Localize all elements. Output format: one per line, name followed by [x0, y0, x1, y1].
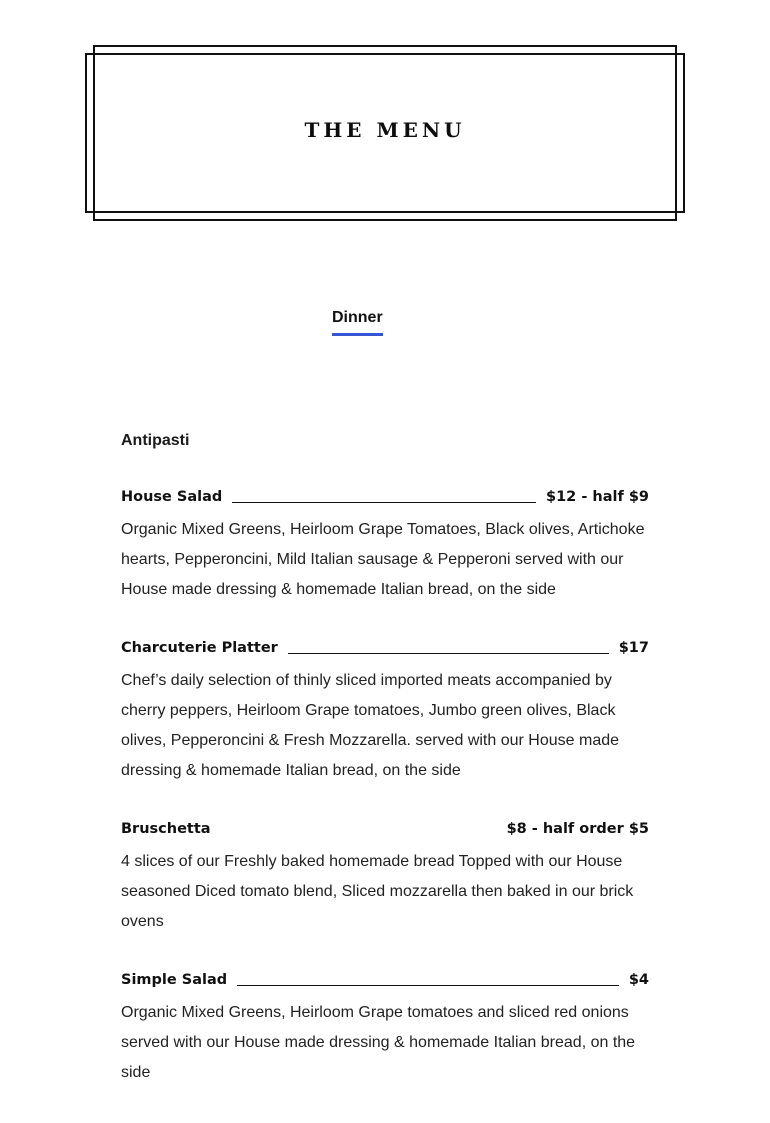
item-description: Chef’s daily selection of thinly sliced imported meats accompanied by cherry peppers, Heirloom Grape tomatoes, Jumbo green olives, Black olives, Pepperoncini & Fresh Mozzarella. served with our House made dressing & homemade Italian bread, on the side [121, 672, 620, 779]
menu-item-header [121, 815, 649, 837]
menu-item [121, 815, 649, 937]
tab-dinner[interactable]: Dinner [332, 309, 383, 336]
menu-item-header [121, 483, 649, 505]
item-price: $17 [618, 640, 649, 656]
leader-line [237, 984, 619, 986]
menu-item-header [121, 634, 649, 656]
menu-item [121, 483, 649, 605]
tab-bar [332, 309, 383, 336]
menu-item [121, 966, 649, 1088]
item-description: Organic Mixed Greens, Heirloom Grape tomatoes and sliced red onions served with our House made dressing & homemade Italian bread, on the side [121, 1004, 636, 1081]
item-name: Charcuterie Platter [121, 640, 278, 656]
item-price: $4 [628, 972, 649, 988]
item-price: $12 - half $9 [546, 489, 649, 505]
section-title: Antipasti [121, 432, 190, 449]
item-name: Bruschetta [121, 821, 211, 837]
item-name: House Salad [121, 489, 223, 505]
item-name: Simple Salad [121, 972, 228, 988]
menu-item [121, 634, 649, 786]
item-price: $8 - half order $5 [506, 821, 649, 837]
leader-line [221, 834, 497, 835]
leader-line [232, 501, 536, 503]
item-description: Organic Mixed Greens, Heirloom Grape Tomatoes, Black olives, Artichoke hearts, Pepperoncini, Mild Italian sausage & Pepperoni served with our House made dressing & homemade Italian bread, on the side [121, 521, 645, 598]
item-description: 4 slices of our Freshly baked homemade bread Topped with our House seasoned Diced tomato blend, Sliced mozzarella then baked in our brick ovens [121, 853, 634, 930]
menu-item-header [121, 966, 649, 988]
leader-line [288, 652, 609, 654]
page-title: THE MENU [304, 118, 466, 142]
